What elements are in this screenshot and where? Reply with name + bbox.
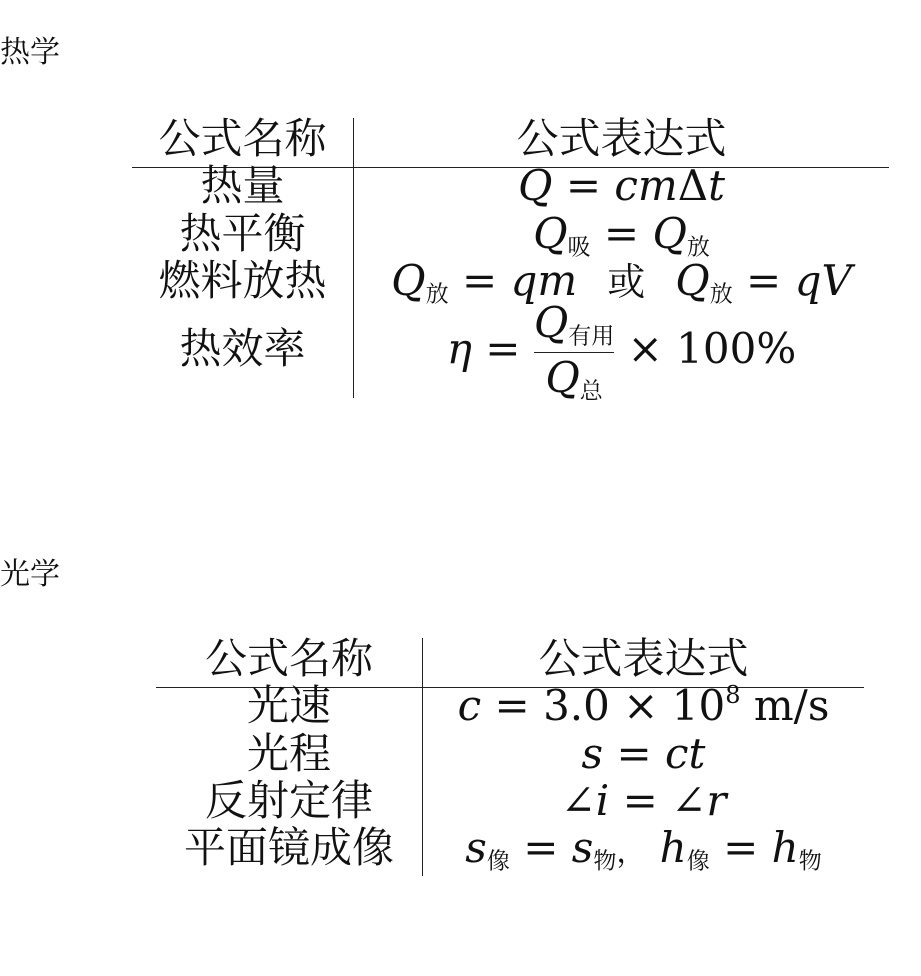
eff-sub-total: 总 [579, 378, 603, 405]
fuel-symbol-q2: Q [675, 256, 710, 305]
angle-symbol: ∠ [560, 776, 596, 825]
eff-symbol-eta: η [446, 324, 472, 374]
optics-row-name: 平面镜成像 [183, 823, 394, 872]
section-title-optics: 光学 [0, 557, 60, 592]
balance-formula-expr: $Q_吸 = Q_放$ [533, 209, 710, 261]
mirror-comma: ， [616, 835, 647, 870]
mirror-symbol-h2: h [771, 823, 799, 872]
fuel-symbol-m: m [537, 256, 578, 305]
mirror-sub-object: 物 [593, 848, 617, 875]
heat-formula-expr: Q = cmΔt [518, 161, 725, 210]
light-speed-expr: $c = 3.0 \times 10^8$ m/s [457, 681, 830, 730]
heat-row-name: 热效率 [179, 324, 306, 373]
eff-tail: × 100% [627, 324, 797, 374]
mirror-symbol-s: s [465, 823, 487, 872]
mirror-sub-image-2: 像 [686, 848, 710, 875]
reflection-law-expr: ∠i = ∠r [560, 776, 727, 825]
path-symbol-s: s [581, 729, 604, 778]
fuel-or: 或 [607, 260, 646, 304]
angle-symbol-2: ∠ [671, 776, 707, 825]
mirror-sub-object-2: 物 [798, 848, 822, 875]
fuel-symbol-q-small-2: q [794, 256, 822, 305]
mirror-symbol-h: h [659, 823, 687, 872]
light-exponent: 8 [725, 681, 741, 710]
heat-symbol-m: m [637, 161, 678, 210]
mirror-sub-image: 像 [486, 848, 510, 875]
eff-sub-useful: 有用 [568, 323, 615, 350]
balance-symbol-q: Q [533, 209, 568, 258]
optics-row-name: 光速 [246, 681, 331, 730]
efficiency-numerator: $Q_{有用}$ [533, 298, 615, 350]
heat-symbol-q: Q [518, 161, 553, 210]
refl-symbol-r: r [706, 776, 727, 825]
balance-sub-absorb: 吸 [567, 234, 591, 261]
fuel-formula-expr: $Q_放$ = qm 或 $Q_放$ = qV [391, 256, 852, 308]
efficiency-denominator: $Q_总$ [545, 352, 603, 405]
fuel-symbol-v: V [821, 256, 852, 305]
heat-header-expr: 公式表达式 [516, 114, 727, 163]
fuel-symbol-q-small: q [510, 256, 538, 305]
heat-symbol-c: c [614, 161, 638, 210]
optics-header-expr: 公式表达式 [538, 634, 749, 683]
mirror-imaging-expr: $s_像 = s_物$， $h_像 = h_物$ [465, 823, 822, 875]
heat-row-name: 热量 [200, 161, 285, 210]
heat-symbol-delta: Δ [677, 161, 709, 210]
section-title-heat: 热学 [0, 35, 60, 70]
balance-sub-release: 放 [686, 234, 710, 261]
path-symbol-c: c [665, 729, 689, 778]
optics-header-name: 公式名称 [204, 634, 373, 683]
light-symbol-c: c [457, 681, 482, 730]
fuel-sub-release-2: 放 [709, 281, 733, 308]
heat-symbol-t: t [708, 161, 725, 210]
heat-row-name: 燃料放热 [158, 256, 327, 305]
heat-row-name: 热平衡 [179, 209, 306, 258]
path-symbol-t: t [688, 729, 706, 778]
fuel-sub-release: 放 [425, 281, 449, 308]
mirror-symbol-s2: s [571, 823, 594, 872]
efficiency-fraction [534, 300, 614, 404]
light-path-expr: s = ct [581, 729, 706, 778]
fuel-symbol-q: Q [391, 256, 426, 305]
balance-symbol-q2: Q [652, 209, 687, 258]
efficiency-formula-expr: η = $\frac{Q_{有用}}{Q_总}$ × 100% [446, 298, 797, 405]
light-value: 3.0 × 10 [543, 681, 726, 730]
light-unit: m/s [753, 681, 830, 730]
optics-row-name: 光程 [246, 729, 331, 778]
refl-symbol-i: i [595, 776, 610, 825]
heat-header-name: 公式名称 [158, 114, 327, 163]
optics-row-name: 反射定律 [204, 776, 373, 825]
